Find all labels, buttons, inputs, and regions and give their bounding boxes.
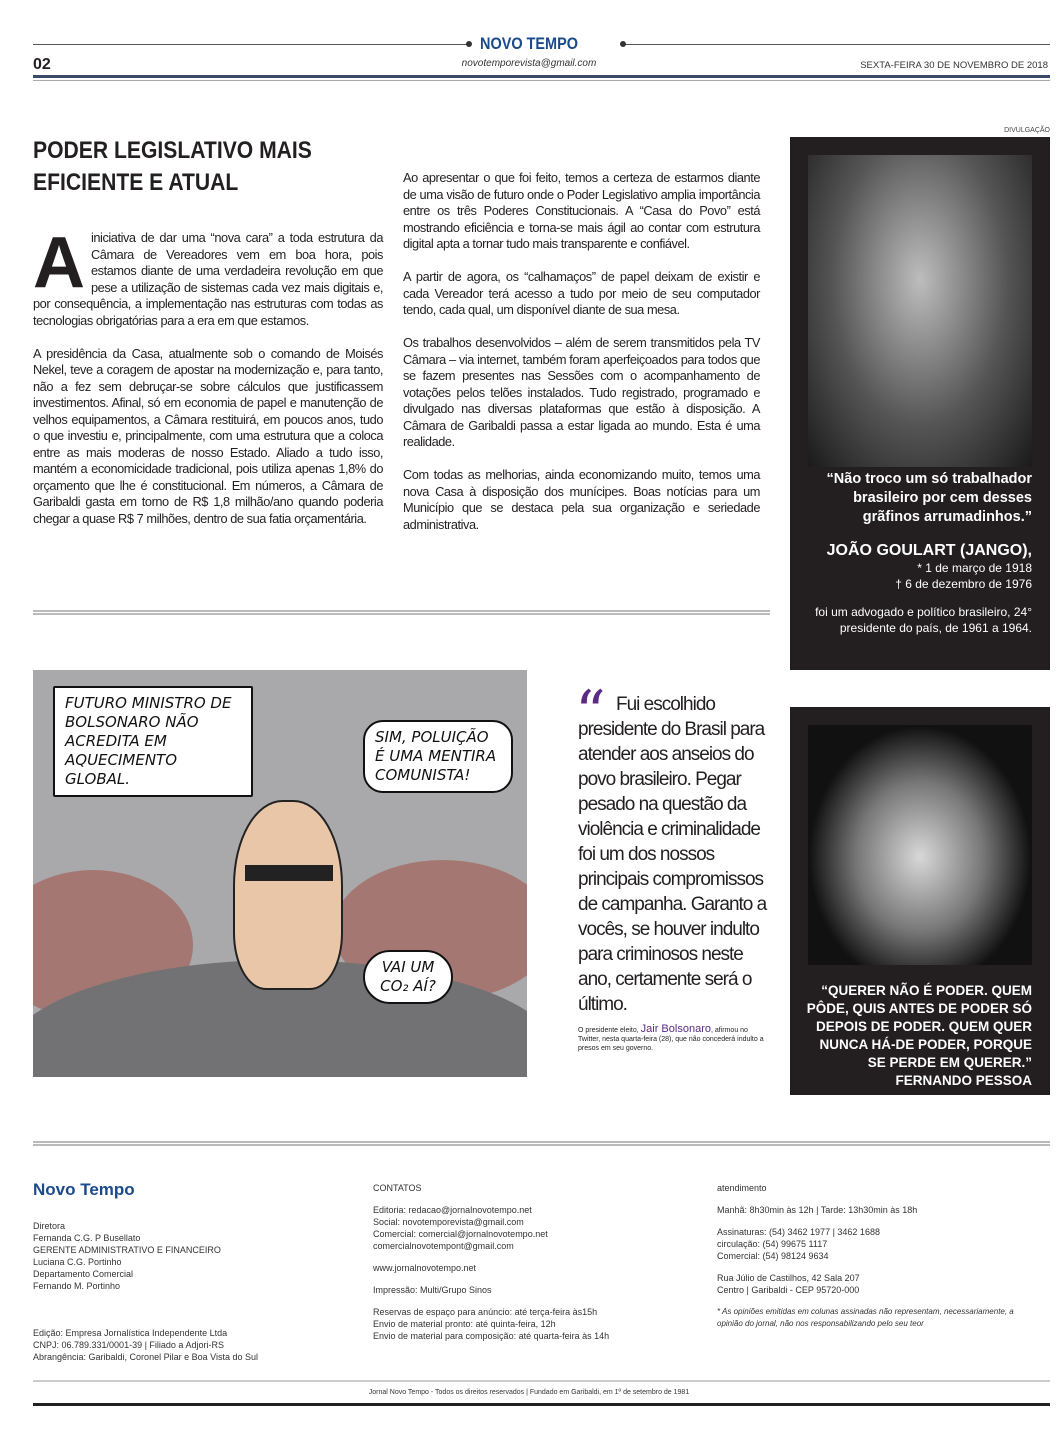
article-paragraph: Com todas as melhorias, ainda economizando muito, temos uma nova Casa à disposição dos munícipes. Boas notícias para um Município que se destaca pela sua organização e seriedade administrativa. bbox=[403, 467, 760, 532]
contact-line: Social: novotemporevista@gmail.com bbox=[373, 1217, 524, 1227]
copyright-rule bbox=[33, 1380, 1050, 1382]
jango-photo bbox=[808, 155, 1032, 467]
pessoa-photo bbox=[808, 725, 1032, 965]
section-divider bbox=[33, 610, 770, 615]
jango-bio: foi um advogado e político brasileiro, 24° presidente do país, de 1961 a 1964. bbox=[815, 605, 1032, 635]
photo-credit: DIVULGAÇÃO bbox=[1004, 127, 1050, 134]
disclaimer: * As opiniões emitidas em colunas assinadas não representam, necessariamente, a opinião do jornal, não nos responsabilizando pelo seu teor bbox=[717, 1307, 1014, 1328]
speech-bubble: SIM, POLUIÇÃO É UMA MENTIRA COMUNISTA! bbox=[363, 720, 513, 793]
company-line: Edição: Empresa Jornalística Independente Ltda bbox=[33, 1328, 228, 1338]
company-line: Abrangência: Garibaldi, Coronel Pilar e Boa Vista do Sul bbox=[33, 1352, 258, 1362]
copyright: Jornal Novo Tempo - Todos os direitos reservados | Fundado em Garibaldi, em 1º de setembro de 1981 bbox=[368, 1389, 690, 1396]
cartoon-caption-box: FUTURO MINISTRO DE BOLSONARO NÃO ACREDITA EM AQUECIMENTO GLOBAL. bbox=[53, 686, 253, 797]
caption-text: , afirmou no Twitter, nesta quarta-feira (28), que não concederá indulto a presos em seu governo. bbox=[578, 1027, 764, 1052]
contact-line: comercialnovotempont@gmail.com bbox=[373, 1241, 514, 1251]
footer-company bbox=[33, 1327, 258, 1363]
address-line: Rua Júlio de Castilhos, 42 Sala 207 bbox=[717, 1273, 860, 1283]
deadline-line: Envio de material pronto: até quinta-feira, 12h bbox=[373, 1319, 556, 1329]
website: www.jornalnovotempo.net bbox=[373, 1263, 477, 1273]
staff-line: Departamento Comercial bbox=[33, 1269, 134, 1279]
cartoon bbox=[33, 670, 527, 1077]
article-paragraph: A presidência da Casa, atualmente sob o comando de Moisés Nekel, teve a coragem de apostar na modernização e, para tanto, não a fez sem debruçar-se sobre cálculos que justificassem investimentos. Afinal, só em economia de papel e manutenção de velhos equipamentos, a Câmara restituirá, em poucos anos, tudo o que investiu e, principalmente, com uma estrutura que a coloca entre as mais moderas de nosso Estado. Aliado a tudo isso, mantém a economicidade tradicional, pois utiliza apenas 1,8% do orçamento que lhe é constitucional. Em números, a Câmara de Garibaldi gasta em torno de R$ 1,8 milhão/ano quando poderia chegar a quase R$ 7 milhões, dentro de sua fatia orçamentária. bbox=[33, 345, 383, 526]
caricature-figure bbox=[233, 800, 343, 990]
footer-logo: Novo Tempo bbox=[33, 1180, 135, 1199]
jango-died: † 6 de dezembro de 1976 bbox=[895, 577, 1032, 591]
article-paragraph: Os trabalhos desenvolvidos – além de serem transmitidos pela TV Câmara – via internet, também foram aperfeiçoados para todos que se fazem presentes nas Sessões com o acompanhamento de votações pelos telões instalados. Tudo registrado, programado e divulgado nas diversas plataformas que estão à disposição. A Câmara de Garibaldi passa a estar ligada ao mundo. Esta é uma realidade. bbox=[403, 335, 760, 449]
bolsonaro-quote-block bbox=[578, 692, 768, 1053]
bolsonaro-quote bbox=[578, 692, 768, 1017]
company-line: CNPJ: 06.789.331/0001-39 | Filiado a Adjori-RS bbox=[33, 1340, 224, 1350]
article-paragraph: iniciativa de dar uma “nova cara” a toda estrutura da Câmara de Vereadores vem em boa hora, pois estamos diante de uma verdadeira revolução em que pese a utilização de sistemas cada vez mais digitais e, por consequência, a implementação nas estruturas com todas as tecnologias obrigatórias para a era em que estamos. bbox=[33, 230, 383, 328]
quote-text: Fui escolhido presidente do Brasil para atender aos anseios do povo brasileiro. Pegar pesado na questão da violência e criminalidade foi um dos nossos principais compromissos de campanha. Garanto a vocês, se houver indulto para criminosos neste ano, certamente será o último. bbox=[578, 694, 767, 1015]
caption-name: Jair Bolsonaro bbox=[640, 1023, 711, 1035]
edition-date: SEXTA-FEIRA 30 DE NOVEMBRO DE 2018 bbox=[860, 60, 1048, 71]
print-info: Impressão: Multi/Grupo Sinos bbox=[373, 1285, 492, 1295]
deadline-line: Reservas de espaço para anúncio: até terça-feira às15h bbox=[373, 1307, 598, 1317]
staff-line: Diretora bbox=[33, 1221, 66, 1231]
jango-quote: “Não troco um só trabalhador brasileiro por cem desses grãfinos arrumadinhos.” bbox=[826, 471, 1032, 525]
masthead: NOVO TEMPO bbox=[480, 34, 578, 53]
contact-line: Editoria: redacao@jornalnovotempo.net bbox=[373, 1205, 532, 1215]
header-divider bbox=[33, 75, 1050, 81]
article-paragraph: Ao apresentar o que foi feito, temos a certeza de estarmos diante de uma visão de futuro onde o Poder Legislativo amplia importância entre os três Poderes Constitucionais. A “Casa do Povo” está mostrando eficiência e torna-se mais ágil ao contar com estrutura digital apta a tornar tudo mais transparente e confiável. bbox=[403, 170, 760, 251]
quote-mark-icon: “ bbox=[575, 678, 606, 748]
staff-line: Luciana C.G. Portinho bbox=[33, 1257, 122, 1267]
jango-born: * 1 de março de 1918 bbox=[917, 561, 1032, 575]
hours: Manhã: 8h30min às 12h | Tarde: 13h30min às 18h bbox=[717, 1205, 918, 1215]
staff-line: Fernanda C.G. P Busellato bbox=[33, 1233, 141, 1243]
phone-line: Assinaturas: (54) 3462 1977 | 3462 1688 bbox=[717, 1227, 880, 1237]
header-email: novotemporevista@gmail.com bbox=[461, 58, 597, 69]
footer-contacts bbox=[373, 1182, 609, 1342]
hours-title: atendimento bbox=[717, 1183, 767, 1193]
footer-service bbox=[717, 1182, 1037, 1330]
jango-box bbox=[790, 137, 1050, 670]
pessoa-box bbox=[790, 707, 1050, 1095]
phone-line: Comercial: (54) 98124 9634 bbox=[717, 1251, 829, 1261]
caricature-glasses bbox=[245, 865, 333, 881]
address-line: Centro | Garibaldi - CEP 95720-000 bbox=[717, 1285, 860, 1295]
caption-text: O presidente eleito, bbox=[578, 1027, 641, 1034]
staff-line: Fernando M. Portinho bbox=[33, 1281, 121, 1291]
contacts-title: CONTATOS bbox=[373, 1183, 422, 1193]
deadline-line: Envio de material para composição: até quarta-feira às 14h bbox=[373, 1331, 610, 1341]
article-headline: PODER LEGISLATIVO MAIS EFICIENTE E ATUAL bbox=[33, 137, 312, 196]
bottom-rule bbox=[33, 1403, 1050, 1406]
article-column-1 bbox=[33, 223, 383, 544]
contact-line: Comercial: comercial@jornalnovotempo.net bbox=[373, 1229, 548, 1239]
jango-name: JOÃO GOULART (JANGO), bbox=[826, 542, 1032, 559]
footer-staff bbox=[33, 1220, 221, 1292]
phone-line: circulação: (54) 99675 1117 bbox=[717, 1239, 828, 1249]
page-number: 02 bbox=[33, 56, 51, 73]
article-column-2 bbox=[403, 137, 760, 550]
drop-cap: A bbox=[33, 223, 85, 303]
footer-divider bbox=[33, 1141, 1050, 1146]
staff-line: GERENTE ADMINISTRATIVO E FINANCEIRO bbox=[33, 1245, 221, 1255]
article-paragraph: A partir de agora, os “calhamaços” de papel deixam de existir e cada Vereador terá acesso a tudo por meio de seu computador tendo, cada qual, um disponível diante de sua mesa. bbox=[403, 269, 760, 317]
pessoa-quote: “QUERER NÃO É PODER. QUEM PÔDE, QUIS ANTES DE PODER SÓ DEPOIS DE PODER. QUEM QUER NUNCA HÁ-DE PODER, PORQUE SE PERDE EM QUERER.” FERNANDO PESSOA bbox=[806, 983, 1032, 1088]
cloud-bubble: VAI UM CO₂ AÍ? bbox=[363, 950, 453, 1004]
quote-caption bbox=[578, 1025, 768, 1053]
